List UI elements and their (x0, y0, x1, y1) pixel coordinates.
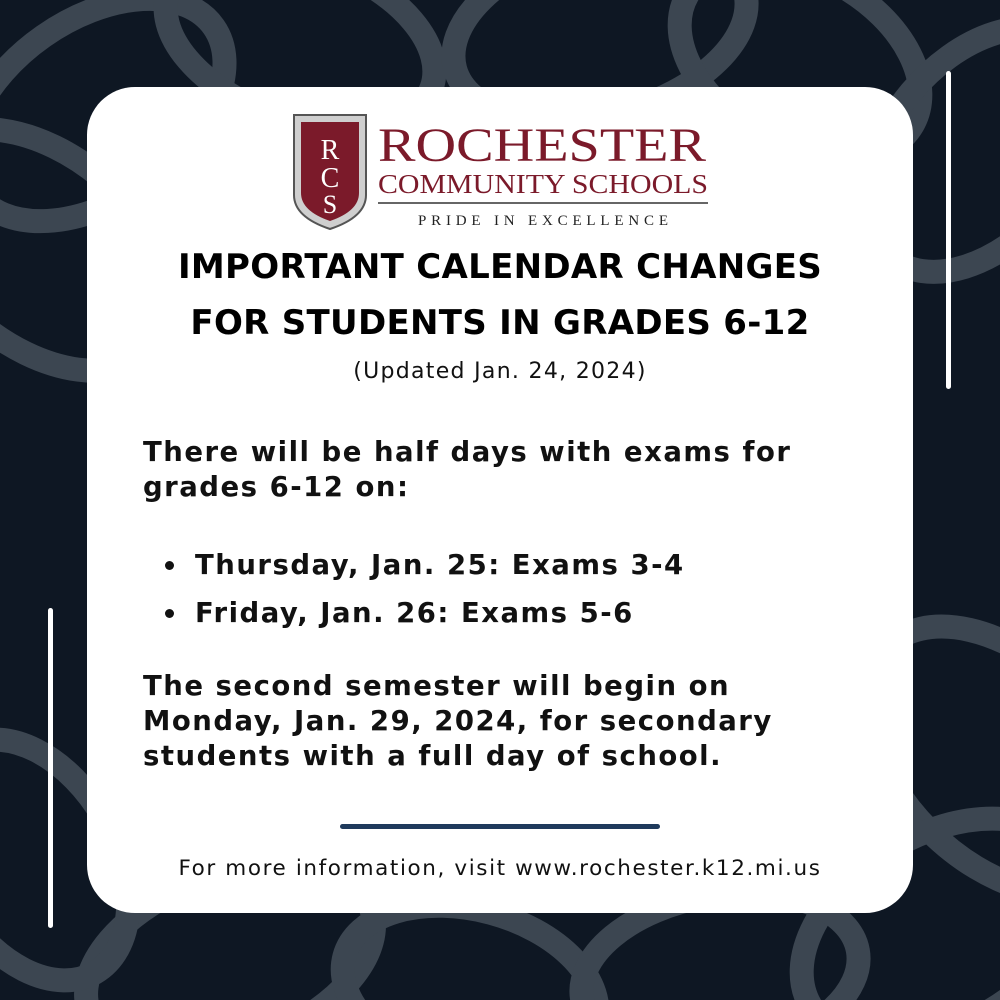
exam-day-text: Friday, Jan. 26: Exams 5-6 (195, 597, 634, 629)
divider (340, 824, 660, 829)
semester-line3: students with a full day of school. (143, 740, 723, 772)
intro-line2: grades 6-12 on: (143, 471, 410, 503)
announcement-card (87, 87, 913, 913)
exam-days-list (165, 541, 685, 637)
bullet-icon (165, 561, 174, 570)
headline-line2: FOR STUDENTS IN GRADES 6-12 (190, 303, 810, 343)
bullet-icon (165, 609, 174, 618)
decorative-line-left (48, 608, 53, 928)
shield-letter-c: C (320, 163, 340, 194)
exam-day-text: Thursday, Jan. 25: Exams 3-4 (195, 549, 685, 581)
logo-name-line1: ROCHESTER (378, 119, 706, 172)
footer-info: For more information, visit www.rochester.k12.mi.us (178, 856, 822, 881)
decorative-line-right (946, 71, 951, 389)
shield-letter-r: R (320, 135, 340, 166)
updated-date: (Updated Jan. 24, 2024) (353, 359, 647, 384)
list-item (165, 589, 685, 637)
intro-line1: There will be half days with exams for (143, 436, 792, 468)
semester-line1: The second semester will begin on (143, 670, 731, 702)
rcs-logo (292, 113, 712, 233)
list-item (165, 541, 685, 589)
shield-letter-s: S (322, 190, 338, 219)
logo-name-line2: COMMUNITY SCHOOLS (378, 169, 708, 199)
semester-line2: Monday, Jan. 29, 2024, for secondary (143, 705, 773, 737)
logo-tagline: PRIDE IN EXCELLENCE (418, 213, 668, 229)
headline-line1: IMPORTANT CALENDAR CHANGES (177, 247, 823, 287)
